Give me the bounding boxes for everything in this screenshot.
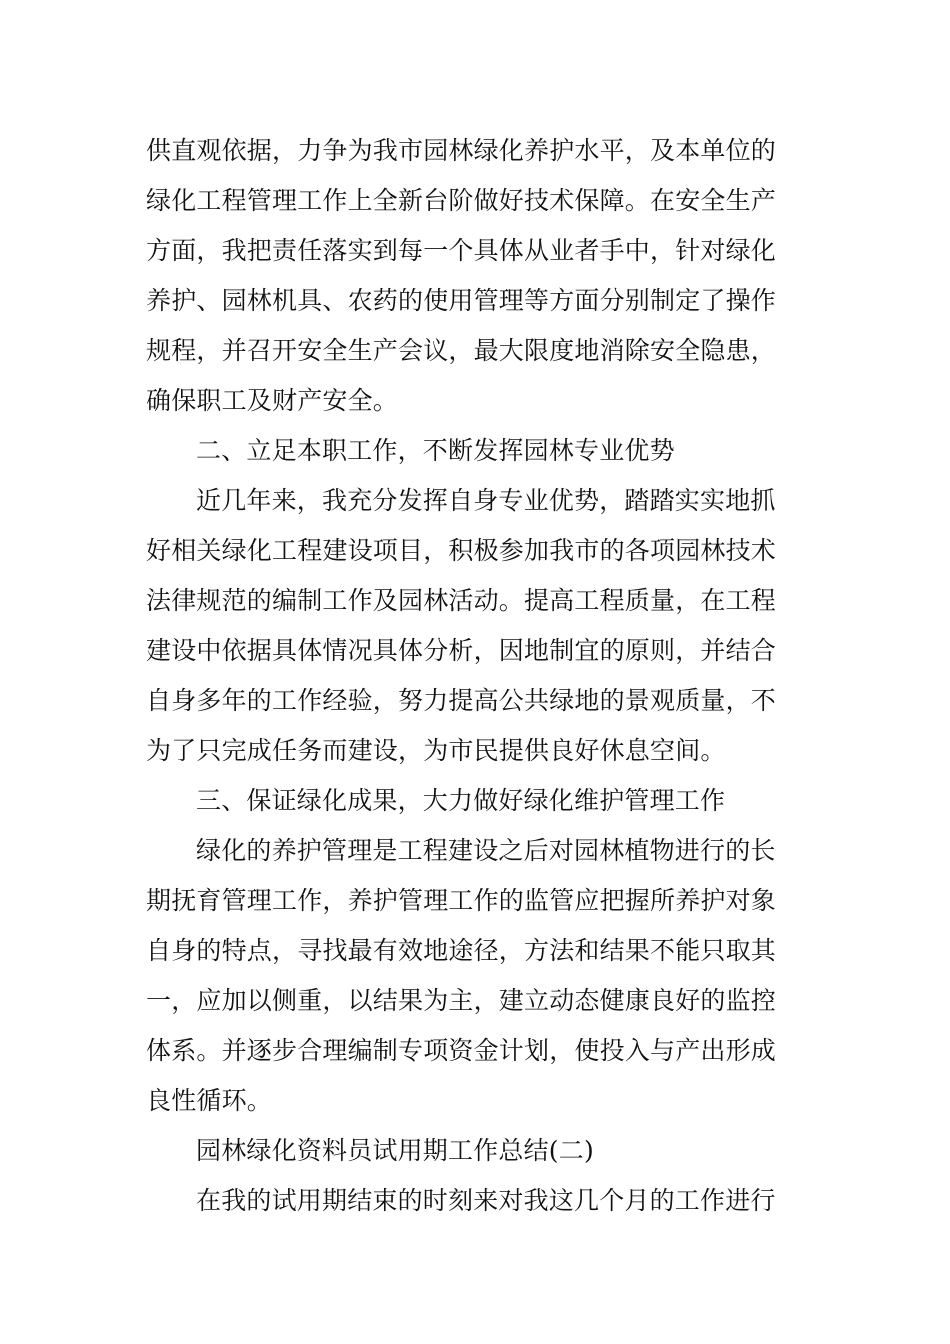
text-line: 法律规范的编制工作及园林活动。提高工程质量，在工程	[146, 586, 777, 615]
text-line: 建设中依据具体情况具体分析，因地制宜的原则，并结合	[146, 636, 777, 665]
document-subtitle: 园林绿化资料员试用期工作总结(二)	[196, 1136, 594, 1165]
text-line: 好相关绿化工程建设项目，积极参加我市的各项园林技术	[146, 536, 777, 565]
text-line: 养护、园林机具、农药的使用管理等方面分别制定了操作	[146, 286, 777, 315]
text-line: 方面，我把责任落实到每一个具体从业者手中，针对绿化	[146, 236, 777, 265]
text-line: 良性循环。	[146, 1086, 273, 1115]
paragraph-start: 绿化的养护管理是工程建设之后对园林植物进行的长	[196, 836, 776, 865]
text-line: 供直观依据，力争为我市园林绿化养护水平，及本单位的	[146, 136, 777, 165]
paragraph-start: 近几年来，我充分发挥自身专业优势，踏踏实实地抓	[196, 486, 776, 515]
text-line: 自身的特点，寻找最有效地途径，方法和结果不能只取其	[146, 936, 777, 965]
document-page	[146, 126, 810, 1226]
paragraph-start: 在我的试用期结束的时刻来对我这几个月的工作进行	[196, 1186, 776, 1215]
text-line: 体系。并逐步合理编制专项资金计划，使投入与产出形成	[146, 1036, 777, 1065]
text-line: 确保职工及财产安全。	[146, 386, 399, 415]
text-line: 绿化工程管理工作上全新台阶做好技术保障。在安全生产	[146, 186, 777, 215]
text-line: 期抚育管理工作，养护管理工作的监管应把握所养护对象	[146, 886, 777, 915]
text-line: 自身多年的工作经验，努力提高公共绿地的景观质量，不	[146, 686, 777, 715]
section-heading-2: 二、立足本职工作，不断发挥园林专业优势	[196, 436, 675, 465]
text-line: 为了只完成任务而建设，为市民提供良好休息空间。	[146, 736, 726, 765]
section-heading-3: 三、保证绿化成果，大力做好绿化维护管理工作	[196, 786, 726, 815]
text-line: 规程，并召开安全生产会议，最大限度地消除安全隐患，	[146, 336, 777, 365]
text-line: 一，应加以侧重，以结果为主，建立动态健康良好的监控	[146, 986, 777, 1015]
